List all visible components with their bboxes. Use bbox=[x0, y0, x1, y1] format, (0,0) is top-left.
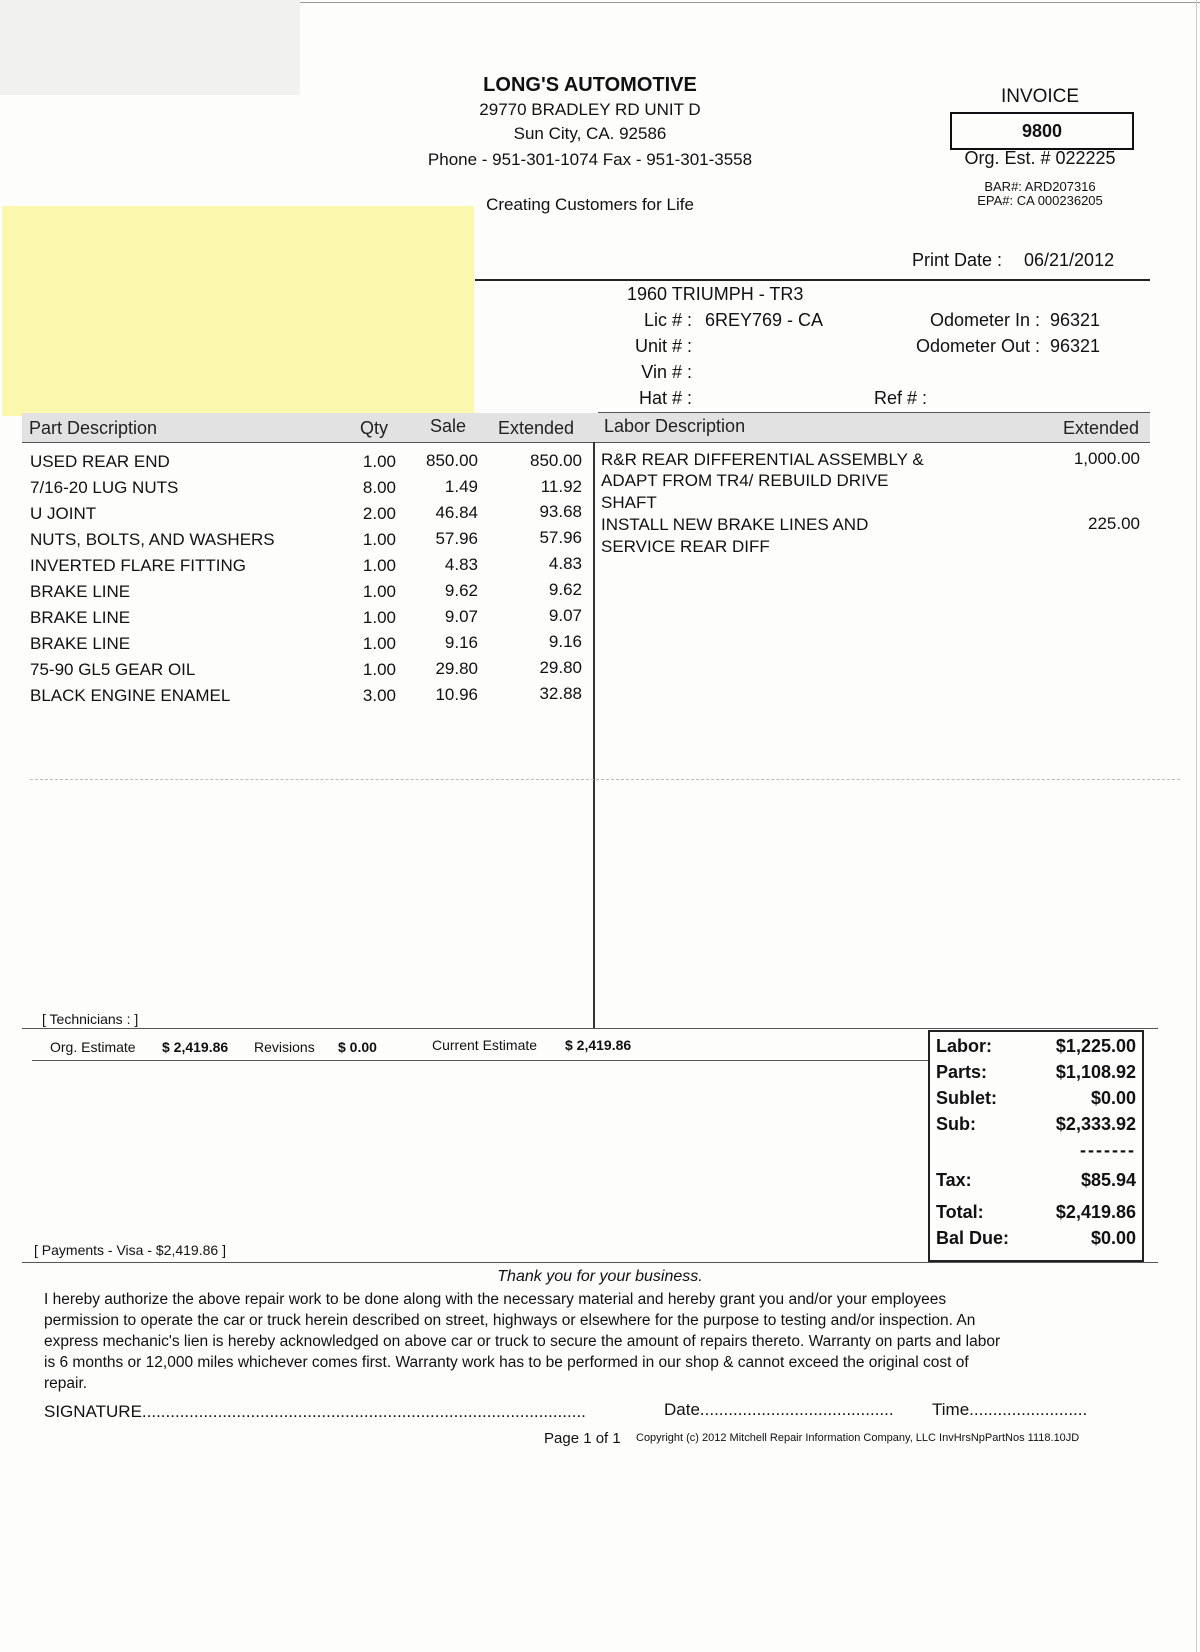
part-qty: 2.00 bbox=[362, 504, 396, 523]
part-ext: 11.92 bbox=[540, 477, 582, 496]
invoice-number: 9800 bbox=[950, 112, 1134, 150]
part-sale: 9.62 bbox=[444, 581, 478, 600]
estimate-top-rule bbox=[22, 1028, 1158, 1029]
current-estimate-value: $ 2,419.86 bbox=[565, 1037, 632, 1053]
parts-header-desc: Part Description bbox=[29, 418, 158, 438]
labor-desc-line: SHAFT bbox=[601, 493, 657, 512]
page-number: Page 1 of 1 bbox=[544, 1430, 621, 1447]
parts-header-qty: Qty bbox=[360, 418, 389, 438]
part-desc: NUTS, BOLTS, AND WASHERS bbox=[30, 530, 275, 549]
odometer-in: 96321 bbox=[1050, 310, 1101, 330]
labor-ext: 1,000.00 bbox=[1073, 449, 1140, 468]
part-ext: 9.07 bbox=[548, 606, 582, 625]
ref-label: Ref # : bbox=[874, 388, 928, 408]
shop-slogan: Creating Customers for Life bbox=[486, 195, 694, 214]
table-header-band bbox=[22, 413, 1150, 442]
print-date-label: Print Date : bbox=[912, 250, 1003, 270]
scan-right-edge bbox=[1196, 0, 1197, 1652]
part-qty: 1.00 bbox=[362, 452, 396, 471]
hat-label: Hat # : bbox=[638, 388, 692, 408]
parts-header-ext: Extended bbox=[498, 418, 575, 438]
header-rule bbox=[475, 279, 1150, 281]
part-desc: 7/16-20 LUG NUTS bbox=[30, 478, 179, 497]
part-sale: 4.83 bbox=[444, 555, 478, 574]
tax-label: Tax: bbox=[936, 1170, 972, 1190]
shop-contact: Phone - 951-301-1074 Fax - 951-301-3558 bbox=[427, 150, 753, 169]
part-desc: INVERTED FLARE FITTING bbox=[30, 556, 246, 575]
parts-header-sale: Sale bbox=[430, 416, 467, 436]
part-qty: 8.00 bbox=[362, 478, 396, 497]
parts-total-label: Parts: bbox=[936, 1062, 988, 1082]
part-desc: U JOINT bbox=[30, 504, 97, 523]
sublet-total-label: Sublet: bbox=[936, 1088, 997, 1108]
tax-total: $85.94 bbox=[1080, 1170, 1136, 1190]
part-sale: 29.80 bbox=[435, 659, 478, 678]
sub-total-label: Sub: bbox=[936, 1114, 976, 1134]
part-ext: 29.80 bbox=[539, 658, 582, 677]
time-line: Time......................... bbox=[932, 1400, 1088, 1419]
print-date: 06/21/2012 bbox=[1024, 250, 1115, 270]
part-ext: 57.96 bbox=[539, 528, 582, 547]
odometer-out-label: Odometer Out : bbox=[915, 336, 1040, 356]
part-qty: 1.00 bbox=[362, 530, 396, 549]
redaction-sticky-note bbox=[2, 206, 474, 416]
part-qty: 1.00 bbox=[362, 634, 396, 653]
part-qty: 1.00 bbox=[362, 556, 396, 575]
copyright: Copyright (c) 2012 Mitchell Repair Information Company, LLC InvHrsNpPartNos 1118.10JD bbox=[636, 1432, 1080, 1444]
payments: [ Payments - Visa - $2,419.86 ] bbox=[34, 1242, 226, 1258]
grand-total: $2,419.86 bbox=[1055, 1202, 1136, 1222]
part-sale: 850.00 bbox=[426, 451, 478, 470]
parts-total: $1,108.92 bbox=[1055, 1062, 1136, 1082]
shop-address: 29770 BRADLEY RD UNIT D bbox=[479, 100, 701, 119]
auth-line: is 6 months or 12,000 miles whichever comes first. Warranty work has to be performed in our shop & cannot exceed the original cost of bbox=[44, 1354, 969, 1371]
part-sale: 9.16 bbox=[444, 633, 478, 652]
part-desc: 75-90 GL5 GEAR OIL bbox=[30, 660, 196, 679]
labor-total: $1,225.00 bbox=[1055, 1036, 1136, 1056]
part-ext: 4.83 bbox=[548, 554, 582, 573]
auth-line: permission to operate the car or truck herein described on street, highways or elsewhere for the purpose to testing and/or inspection. An bbox=[44, 1312, 976, 1329]
org-est-number: Org. Est. # 022225 bbox=[964, 148, 1116, 168]
thank-you-note: Thank you for your business. bbox=[497, 1268, 703, 1285]
part-desc: BRAKE LINE bbox=[30, 634, 131, 653]
revisions-label: Revisions bbox=[254, 1039, 315, 1055]
labor-header-ext: Extended bbox=[1063, 418, 1140, 438]
part-sale: 57.96 bbox=[435, 529, 478, 548]
sublet-total: $0.00 bbox=[1090, 1088, 1136, 1108]
part-desc: BRAKE LINE bbox=[30, 582, 131, 601]
balance-due: $0.00 bbox=[1090, 1228, 1136, 1248]
part-desc: BLACK ENGINE ENAMEL bbox=[30, 686, 231, 705]
odometer-in-label: Odometer In : bbox=[929, 310, 1040, 330]
org-estimate-label: Org. Estimate bbox=[50, 1039, 136, 1055]
part-desc: BRAKE LINE bbox=[30, 608, 131, 627]
current-estimate-label: Current Estimate bbox=[432, 1037, 538, 1053]
invoice-label: INVOICE bbox=[1000, 86, 1080, 107]
labor-ext: 225.00 bbox=[1088, 514, 1140, 533]
labor-desc-line: ADAPT FROM TR4/ REBUILD DRIVE bbox=[601, 471, 889, 490]
bar-number: BAR#: ARD207316 bbox=[984, 179, 1096, 194]
labor-header-desc: Labor Description bbox=[604, 416, 746, 436]
lic-number: 6REY769 - CA bbox=[705, 310, 824, 330]
odometer-out: 96321 bbox=[1050, 336, 1101, 356]
auth-line: repair. bbox=[44, 1375, 88, 1392]
labor-total-label: Labor: bbox=[936, 1036, 992, 1056]
totals-dash-separator: ------- bbox=[1080, 1140, 1136, 1160]
part-qty: 1.00 bbox=[362, 608, 396, 627]
part-ext: 32.88 bbox=[539, 684, 582, 703]
vehicle-model: 1960 TRIUMPH - TR3 bbox=[627, 284, 804, 304]
part-ext: 850.00 bbox=[530, 451, 582, 470]
shop-city: Sun City, CA. 92586 bbox=[513, 124, 667, 143]
auth-line: I hereby authorize the above repair work to be done along with the necessary material and hereby grant you and/or your employees bbox=[44, 1291, 947, 1308]
header-top-rule bbox=[598, 412, 1150, 413]
estimate-bottom-rule bbox=[32, 1060, 928, 1061]
revisions-value: $ 0.00 bbox=[338, 1039, 377, 1055]
labor-desc-line: R&R REAR DIFFERENTIAL ASSEMBLY & bbox=[601, 450, 924, 469]
part-ext: 9.62 bbox=[548, 580, 582, 599]
labor-desc-line: SERVICE REAR DIFF bbox=[601, 537, 770, 556]
scan-artifact bbox=[0, 0, 300, 95]
sub-total: $2,333.92 bbox=[1055, 1114, 1136, 1134]
shop-name: LONG'S AUTOMOTIVE bbox=[483, 74, 697, 96]
part-ext: 9.16 bbox=[548, 632, 582, 651]
org-estimate-value: $ 2,419.86 bbox=[162, 1039, 229, 1055]
unit-label: Unit # : bbox=[634, 336, 692, 356]
auth-line: express mechanic's lien is hereby acknowledged on above car or truck to secure the amount of repairs thereto. Warranty on parts and labor bbox=[44, 1333, 1001, 1350]
labor-desc-line: INSTALL NEW BRAKE LINES AND bbox=[601, 515, 869, 534]
part-ext: 93.68 bbox=[539, 502, 582, 521]
header-bottom-rule bbox=[22, 442, 1150, 443]
balance-due-label: Bal Due: bbox=[936, 1228, 1010, 1248]
part-qty: 1.00 bbox=[362, 660, 396, 679]
lic-label: Lic # : bbox=[643, 310, 692, 330]
technicians: [ Technicians : ] bbox=[42, 1011, 139, 1027]
epa-number: EPA#: CA 000236205 bbox=[977, 193, 1103, 208]
part-qty: 3.00 bbox=[362, 686, 396, 705]
scan-artifact-line bbox=[30, 779, 1180, 780]
part-desc: USED REAR END bbox=[30, 452, 170, 471]
part-sale: 46.84 bbox=[435, 503, 478, 522]
part-qty: 1.00 bbox=[362, 582, 396, 601]
parts-labor-divider bbox=[593, 442, 595, 1028]
payments-rule bbox=[22, 1262, 1158, 1263]
signature-line: SIGNATURE.............................................................................................. bbox=[44, 1402, 586, 1421]
part-sale: 1.49 bbox=[444, 477, 478, 496]
part-sale: 9.07 bbox=[444, 607, 478, 626]
grand-total-label: Total: bbox=[936, 1202, 984, 1222]
vin-label: Vin # : bbox=[641, 362, 692, 382]
part-sale: 10.96 bbox=[435, 685, 478, 704]
date-line: Date......................................... bbox=[664, 1400, 894, 1419]
